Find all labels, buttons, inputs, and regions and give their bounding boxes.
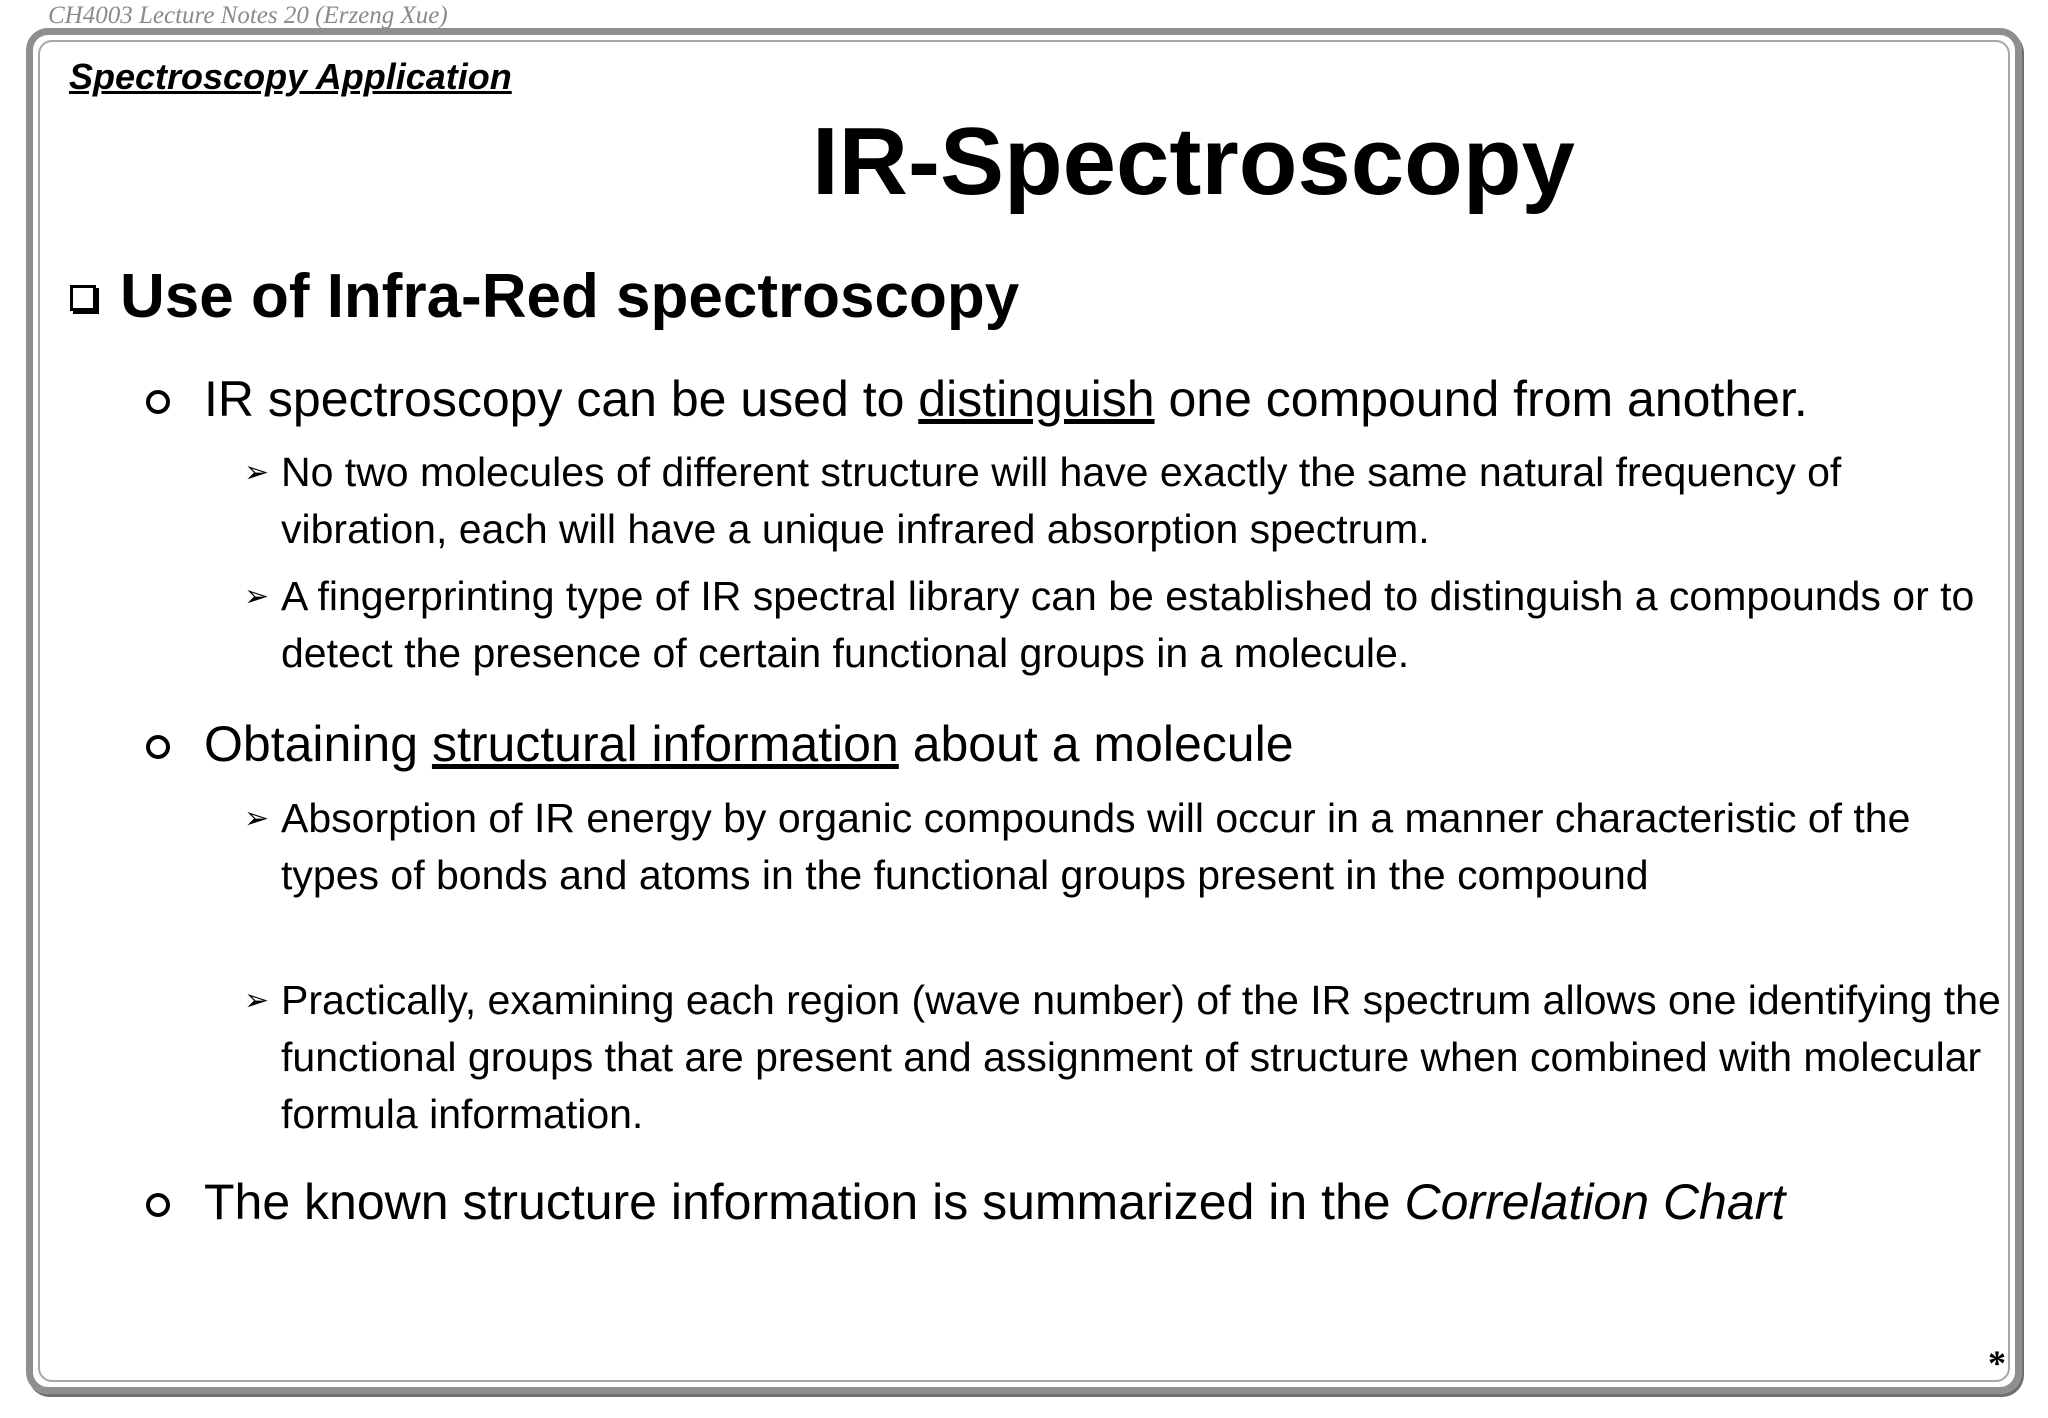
- corner-mark: *: [1988, 1343, 2006, 1383]
- hollow-circle-bullet-icon: [146, 390, 170, 414]
- subpoint-1-2-text: A fingerprinting type of IR spectral library can be established to distinguish a compounds or to detect the presence of certain functional groups in a molecule.: [281, 573, 1975, 676]
- point-1-text-post: one compound from another.: [1154, 371, 1808, 427]
- point-1-underlined-term: distinguish: [918, 371, 1155, 427]
- arrowhead-bullet-icon: ➢: [244, 580, 270, 613]
- correlation-chart-term: Correlation Chart: [1404, 1174, 1786, 1230]
- point-1-text-pre: IR spectroscopy can be used to: [204, 371, 919, 427]
- main-bullet: [70, 262, 1020, 331]
- point-2-text-pre: Obtaining: [204, 716, 432, 772]
- section-label: Spectroscopy Application: [69, 56, 512, 97]
- arrowhead-bullet-icon: ➢: [244, 802, 270, 835]
- subpoint-1-1-text: No two molecules of different structure will have exactly the same natural frequency of vibration, each will have a unique infrared absorption spectrum.: [281, 449, 1842, 552]
- point-3-text-pre: The known structure information is summarized in the: [204, 1174, 1405, 1230]
- subpoint-2-1-text: Absorption of IR energy by organic compounds will occur in a manner characteristic of the types of bonds and atoms in the functional groups present in the compound: [281, 795, 1911, 898]
- arrowhead-bullet-icon: ➢: [244, 456, 270, 489]
- arrowhead-bullet-icon: ➢: [244, 984, 270, 1017]
- hollow-circle-bullet-icon: [146, 735, 170, 759]
- hollow-circle-bullet-icon: [146, 1193, 170, 1217]
- point-2-text-post: about a molecule: [898, 716, 1294, 772]
- slide-title: IR-Spectroscopy: [812, 108, 1575, 215]
- course-note-header: CH4003 Lecture Notes 20 (Erzeng Xue): [48, 2, 448, 29]
- subpoint-2-2-text: Practically, examining each region (wave number) of the IR spectrum allows one identifying the functional groups that are present and assignment of structure when combined with molecular formula information.: [281, 977, 2001, 1137]
- hollow-square-bullet-icon: [70, 285, 96, 311]
- main-bullet-text: Use of Infra-Red spectroscopy: [120, 262, 1020, 331]
- point-2-underlined-term: structural information: [431, 716, 899, 772]
